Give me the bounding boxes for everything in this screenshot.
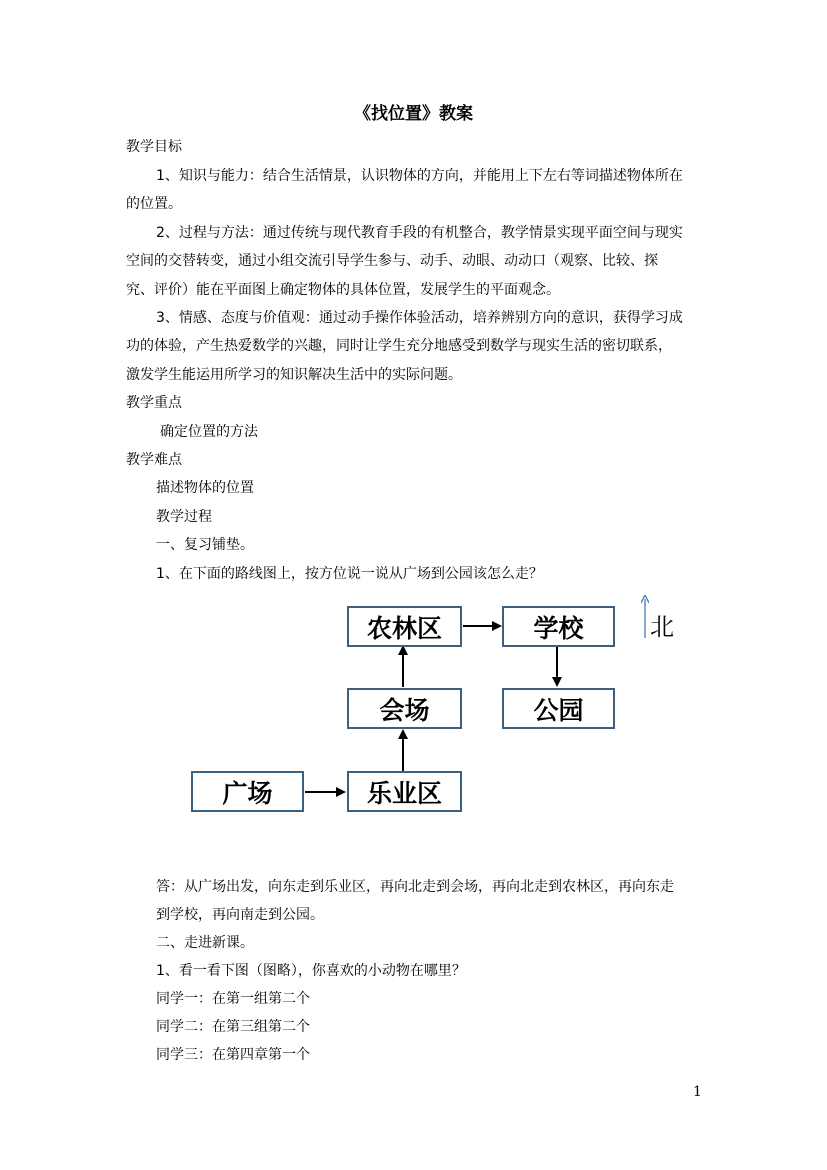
paragraph-line: 究、评价）能在平面图上确定物体的具体位置，发展学生的平面观念。 — [126, 282, 560, 298]
heading-difficulty: 教学难点 — [126, 452, 182, 468]
paragraph-line: 确定位置的方法 — [160, 424, 258, 440]
box-guangchang: 广场 — [191, 771, 304, 812]
north-label: 北 — [650, 613, 674, 641]
route-diagram — [180, 590, 700, 830]
box-xuexiao: 学校 — [502, 606, 615, 647]
paragraph-line: 2、过程与方法：通过传统与现代教育手段的有机整合，教学情景实现平面空间与现实 — [156, 225, 683, 241]
student-answer: 同学三：在第四章第一个 — [156, 1047, 310, 1063]
box-gongyuan: 公园 — [502, 688, 615, 729]
section-heading: 二、走进新课。 — [156, 935, 254, 951]
document-title: 《找位置》教案 — [354, 104, 473, 124]
heading-objectives: 教学目标 — [126, 139, 182, 155]
paragraph-line: 空间的交替转变，通过小组交流引导学生参与、动手、动眼、动动口（观察、比较、探 — [126, 253, 658, 269]
paragraph-line: 激发学生能运用所学习的知识解决生活中的实际问题。 — [126, 367, 462, 383]
student-answer: 同学二：在第三组第二个 — [156, 1019, 310, 1035]
box-huichang: 会场 — [347, 688, 462, 729]
paragraph-line: 3、情感、态度与价值观：通过动手操作体验活动，培养辨别方向的意识，获得学习成 — [156, 310, 683, 326]
answer-line: 答：从广场出发，向东走到乐业区，再向北走到会场，再向北走到农林区，再向东走 — [156, 879, 674, 895]
answer-line: 到学校，再向南走到公园。 — [156, 907, 324, 923]
page-number: 1 — [693, 1084, 702, 1100]
heading-process: 教学过程 — [156, 509, 212, 525]
heading-key-point: 教学重点 — [126, 395, 182, 411]
box-nonglinqu: 农林区 — [347, 606, 462, 647]
question-line: 1、在下面的路线图上，按方位说一说从广场到公园该怎么走？ — [156, 566, 543, 582]
paragraph-line: 的位置。 — [126, 196, 182, 212]
paragraph-line: 功的体验，产生热爱数学的兴趣，同时让学生充分地感受到数学与现实生活的密切联系， — [126, 338, 672, 354]
paragraph-line: 描述物体的位置 — [156, 480, 254, 496]
paragraph-line: 1、知识与能力：结合生活情景，认识物体的方向，并能用上下左右等词描述物体所在 — [156, 168, 683, 184]
student-answer: 同学一：在第一组第二个 — [156, 991, 310, 1007]
box-leyequ: 乐业区 — [347, 771, 462, 812]
question-line: 1、看一看下图（图略），你喜欢的小动物在哪里？ — [156, 963, 466, 979]
section-heading: 一、复习铺垫。 — [156, 537, 254, 553]
